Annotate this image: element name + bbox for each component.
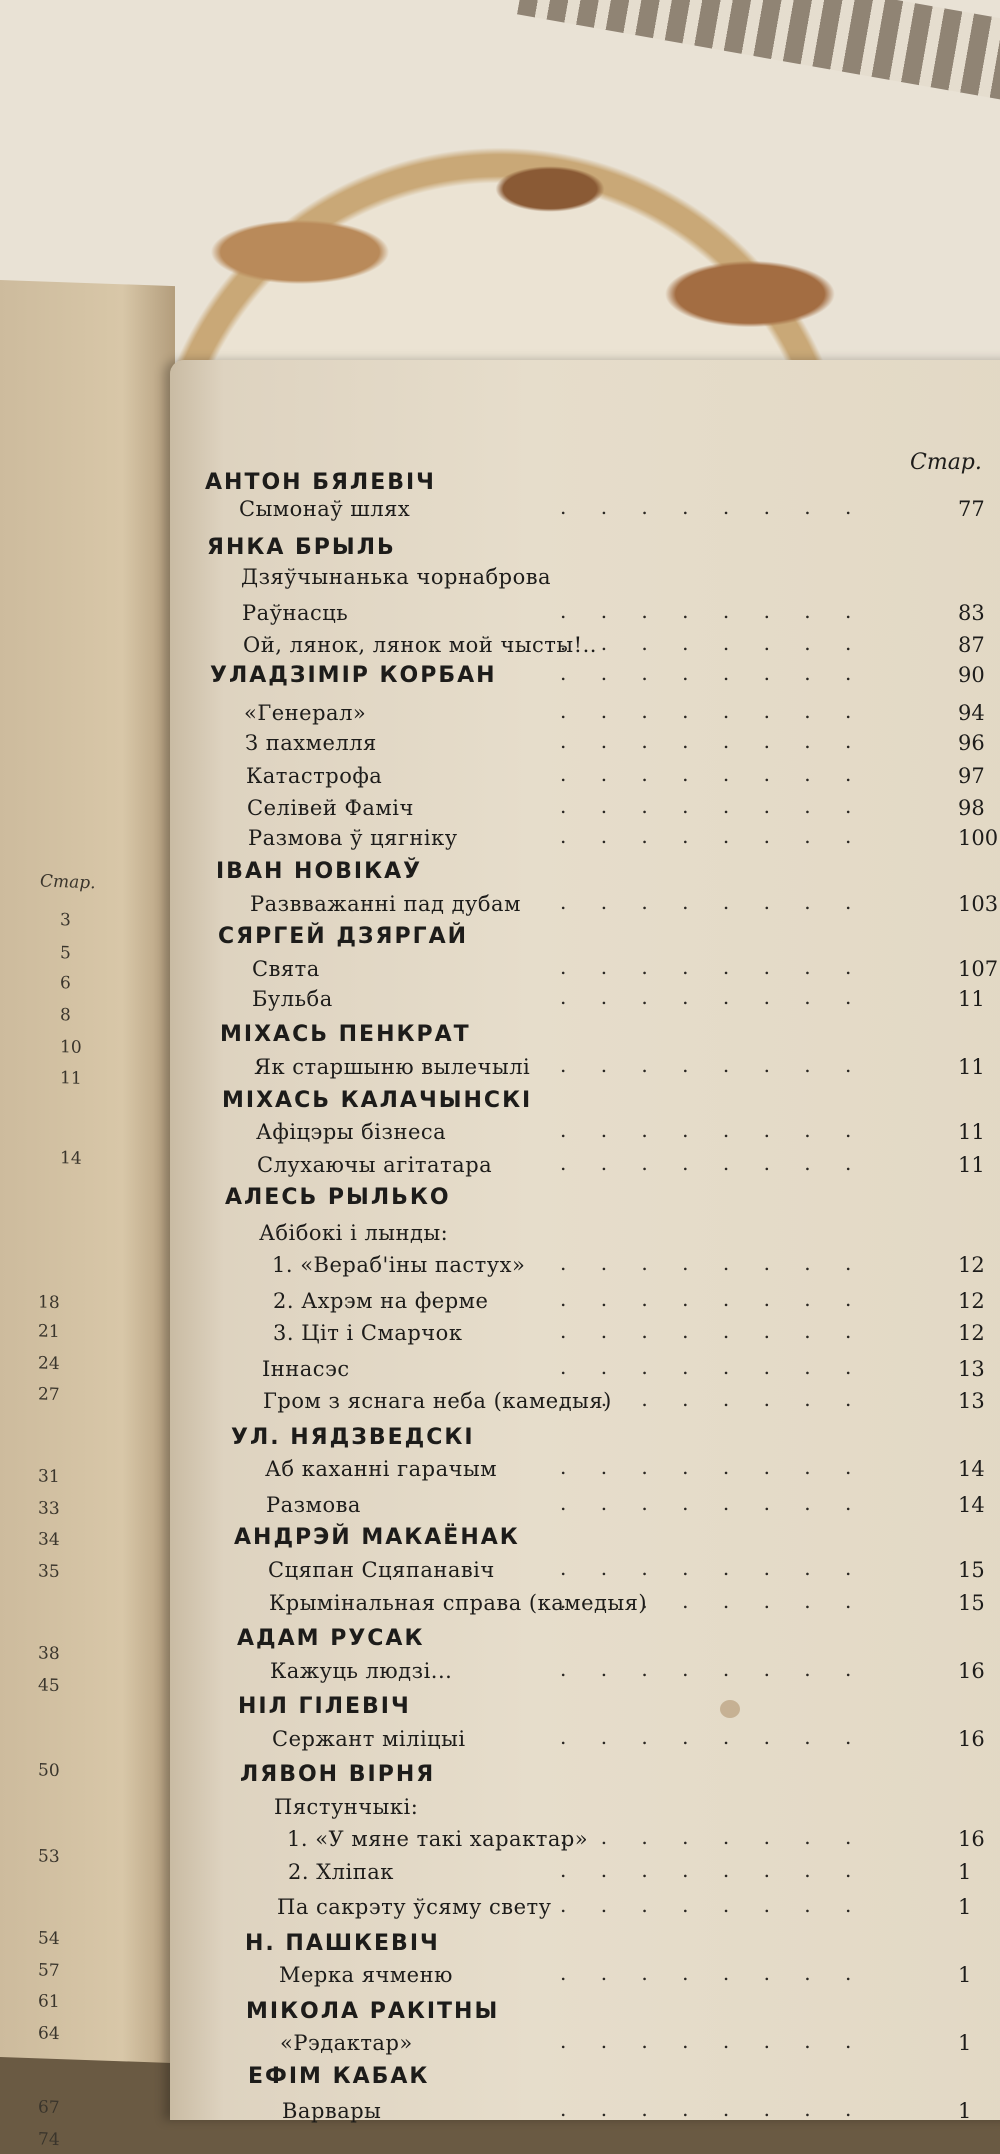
left-page-number: 34 [38, 1529, 60, 1551]
left-page-header: Стар. [40, 871, 96, 894]
toc-title: Афіцэры бізнеса [256, 1120, 447, 1144]
leader-dots: . . . . . . . . [560, 1725, 866, 1749]
leader-dots: . . . . . . . . [560, 1319, 866, 1343]
leader-dots: . . . . . . . . [560, 1287, 866, 1311]
toc-title: 1. «У мяне такі характар» [287, 1827, 589, 1851]
toc-title: Варвары [282, 2099, 382, 2123]
leader-dots: . . . . . . . . [560, 661, 866, 685]
left-page-number: 64 [38, 2023, 60, 2045]
toc-title: Сцяпан Сцяпанавіч [268, 1558, 495, 1582]
leader-dots: . . . . . . . . [560, 1961, 866, 1985]
toc-author: СЯРГЕЙ ДЗЯРГАЙ [218, 924, 469, 949]
toc-page-number: 94 [958, 701, 985, 725]
toc-page-number: 15 [958, 1591, 985, 1615]
left-page-number: 5 [60, 943, 71, 964]
toc-author: АНДРЭЙ МАКАЁНАК [234, 1525, 520, 1550]
toc-title: Мерка ячменю [279, 1963, 453, 1987]
toc-page-number: 1 [958, 1895, 972, 1919]
toc-page-number: 103 [958, 892, 999, 916]
toc-author: УЛ. НЯДЗВЕДСКІ [231, 1425, 475, 1450]
toc-page-number: 16 [958, 1827, 985, 1851]
leader-dots: . . . . . . . . [560, 599, 866, 623]
toc-title: Ой, лянок, лянок мой чысты!.. [243, 633, 597, 657]
leader-dots: . . . . . . . . [560, 985, 866, 1009]
toc-page-number: 90 [958, 663, 985, 687]
toc-author: УЛАДЗІМІР КОРБАН [210, 663, 497, 688]
toc-title: Катастрофа [246, 764, 383, 788]
leader-dots: . . . . . . . . [560, 1387, 866, 1411]
toc-page-number: 12 [958, 1321, 985, 1345]
toc-title: Слухаючы агітатара [257, 1153, 493, 1177]
toc-title: Аб каханні гарачым [265, 1457, 498, 1481]
left-page-number: 38 [38, 1643, 60, 1664]
toc-title: Селівей Фаміч [247, 796, 414, 820]
leader-dots: . . . . . . . . [560, 1491, 866, 1515]
toc-title: Пястунчыкі: [274, 1795, 419, 1819]
toc-author: ІВАН НОВІКАЎ [216, 859, 423, 884]
toc-author: АДАМ РУСАК [237, 1626, 425, 1651]
toc-author: ЛЯВОН ВІРНЯ [240, 1762, 436, 1787]
toc-title: Як старшыню вылечылі [254, 1055, 531, 1079]
toc-page-number: 107 [958, 957, 999, 981]
leader-dots: . . . . . . . . [560, 1455, 866, 1479]
left-page-number: 35 [38, 1561, 60, 1583]
leader-dots: . . . . . . . . [560, 1355, 866, 1379]
toc-title: «Генерал» [244, 701, 367, 725]
left-page-number: 50 [38, 1760, 60, 1782]
toc-page-number: 1 [958, 1963, 972, 1987]
toc-author: МІХАСЬ ПЕНКРАТ [220, 1022, 471, 1047]
toc-page-number: 15 [958, 1558, 985, 1582]
leader-dots: . . . . . . . . [560, 1589, 866, 1613]
toc-title: Размова ў цягніку [248, 826, 458, 850]
toc-title: Развважанні пад дубам [250, 892, 521, 916]
left-page-number: 14 [60, 1147, 82, 1169]
toc-page-number: 100 [958, 826, 999, 850]
leader-dots: . . . . . . . . [560, 1825, 866, 1849]
left-page-number: 24 [38, 1352, 60, 1374]
leader-dots: . . . . . . . . [560, 890, 866, 914]
leader-dots: . . . . . . . . [560, 1118, 866, 1142]
toc-title: Сымонаў шлях [239, 497, 411, 521]
toc-page-number: 11 [958, 1055, 985, 1079]
left-page-number: 18 [38, 1292, 60, 1313]
toc-page-number: 12 [958, 1253, 985, 1277]
toc-title: 2. Хліпак [288, 1860, 394, 1884]
toc-title: Па сакрэту ўсяму свету [277, 1895, 552, 1919]
left-page-number: 67 [38, 2097, 60, 2119]
toc-page-number: 98 [958, 796, 985, 820]
toc-title: Свята [252, 957, 320, 981]
toc-page-number: 1 [958, 2099, 972, 2123]
toc-title: 3. Ціт і Смарчок [273, 1321, 463, 1345]
leader-dots: . . . . . . . . [560, 1151, 866, 1175]
toc-page-number: 16 [958, 1727, 985, 1751]
toc-page-number: 1 [958, 1860, 972, 1884]
left-page-number: 31 [38, 1466, 60, 1488]
leader-dots: . . . . . . . . [560, 762, 866, 786]
left-page-number: 53 [38, 1846, 60, 1868]
left-page-number: 10 [60, 1036, 82, 1058]
toc-title: Бульба [252, 987, 333, 1011]
toc-page-number: 11 [958, 987, 985, 1011]
leader-dots: . . . . . . . . [560, 955, 866, 979]
toc-title: Кажуць людзі... [270, 1659, 453, 1683]
left-page-number: 11 [60, 1068, 82, 1090]
toc-page-number: 11 [958, 1153, 985, 1177]
toc-page-number: 83 [958, 601, 985, 625]
toc-title: Раўнасць [242, 601, 349, 625]
toc-page-number: 77 [958, 497, 985, 521]
toc-page-number: 14 [958, 1457, 985, 1481]
toc-title: Дзяўчынанька чорнаброва [241, 565, 552, 589]
left-page-number: 54 [38, 1928, 60, 1950]
toc-title: Іннасэс [262, 1357, 350, 1381]
toc-author: Н. ПАШКЕВІЧ [245, 1931, 440, 1956]
left-page-number: 74 [38, 2128, 60, 2150]
leader-dots: . . . . . . . . [560, 2029, 866, 2053]
toc-title: «Рэдактар» [280, 2031, 413, 2055]
toc-page-number: 96 [958, 731, 985, 755]
left-page-number: 57 [38, 1960, 60, 1981]
toc-title: 2. Ахрэм на ферме [273, 1289, 489, 1313]
toc-page-number: 12 [958, 1289, 985, 1313]
toc-page-number: 1 [958, 2031, 972, 2055]
left-page-number: 27 [38, 1384, 60, 1406]
toc-author: ЯНКА БРЫЛЬ [207, 535, 396, 560]
toc-title: Сержант міліцыі [272, 1727, 466, 1751]
toc-author: АЛЕСЬ РЫЛЬКО [225, 1185, 451, 1210]
leader-dots: . . . . . . . . [560, 1251, 866, 1275]
toc-author: МІХАСЬ КАЛАЧЫНСКІ [222, 1088, 533, 1113]
leader-dots: . . . . . . . . [560, 699, 866, 723]
leader-dots: . . . . . . . . [560, 729, 866, 753]
toc-title: Крымінальная справа (камедыя) [269, 1591, 648, 1615]
toc-title: Абібокі і лынды: [259, 1221, 449, 1245]
leader-dots: . . . . . . . . [560, 1556, 866, 1580]
toc-page-number: 87 [958, 633, 985, 657]
left-page-number: 61 [38, 1991, 60, 2013]
toc-page-number: 97 [958, 764, 985, 788]
toc-title: 1. «Вераб'іны пастух» [272, 1253, 526, 1277]
leader-dots: . . . . . . . . [560, 2097, 866, 2121]
toc-page-number: 13 [958, 1389, 985, 1413]
toc-title: З пахмелля [245, 731, 377, 755]
toc-title: Гром з яснага неба (камедыя) [263, 1389, 612, 1413]
toc-page-number: 13 [958, 1357, 985, 1381]
toc-page-number: 11 [958, 1120, 985, 1144]
leader-dots: . . . . . . . . [560, 631, 866, 655]
left-page-number: 33 [38, 1498, 60, 1519]
leader-dots: . . . . . . . . [560, 1858, 866, 1882]
leader-dots: . . . . . . . . [560, 495, 866, 519]
left-page-number: 21 [38, 1321, 60, 1342]
leader-dots: . . . . . . . . [560, 1893, 866, 1917]
toc-author: ЕФІМ КАБАК [248, 2064, 430, 2089]
toc-author: НІЛ ГІЛЕВІЧ [238, 1694, 411, 1719]
leader-dots: . . . . . . . . [560, 794, 866, 818]
toc-page-number: 14 [958, 1493, 985, 1517]
toc-title: Размова [266, 1493, 361, 1517]
page-column-header: Стар. [910, 450, 982, 475]
toc-page-number: 16 [958, 1659, 985, 1683]
left-page-number: 6 [60, 973, 71, 994]
leader-dots: . . . . . . . . [560, 1053, 866, 1077]
left-page-number: 3 [60, 910, 71, 931]
leader-dots: . . . . . . . . [560, 1657, 866, 1681]
toc-author: АНТОН БЯЛЕВІЧ [205, 470, 436, 495]
leader-dots: . . . . . . . . [560, 824, 866, 848]
left-page-number: 45 [38, 1674, 60, 1696]
toc-author: МІКОЛА РАКІТНЫ [246, 1999, 500, 2024]
left-page-number: 8 [60, 1005, 71, 1026]
